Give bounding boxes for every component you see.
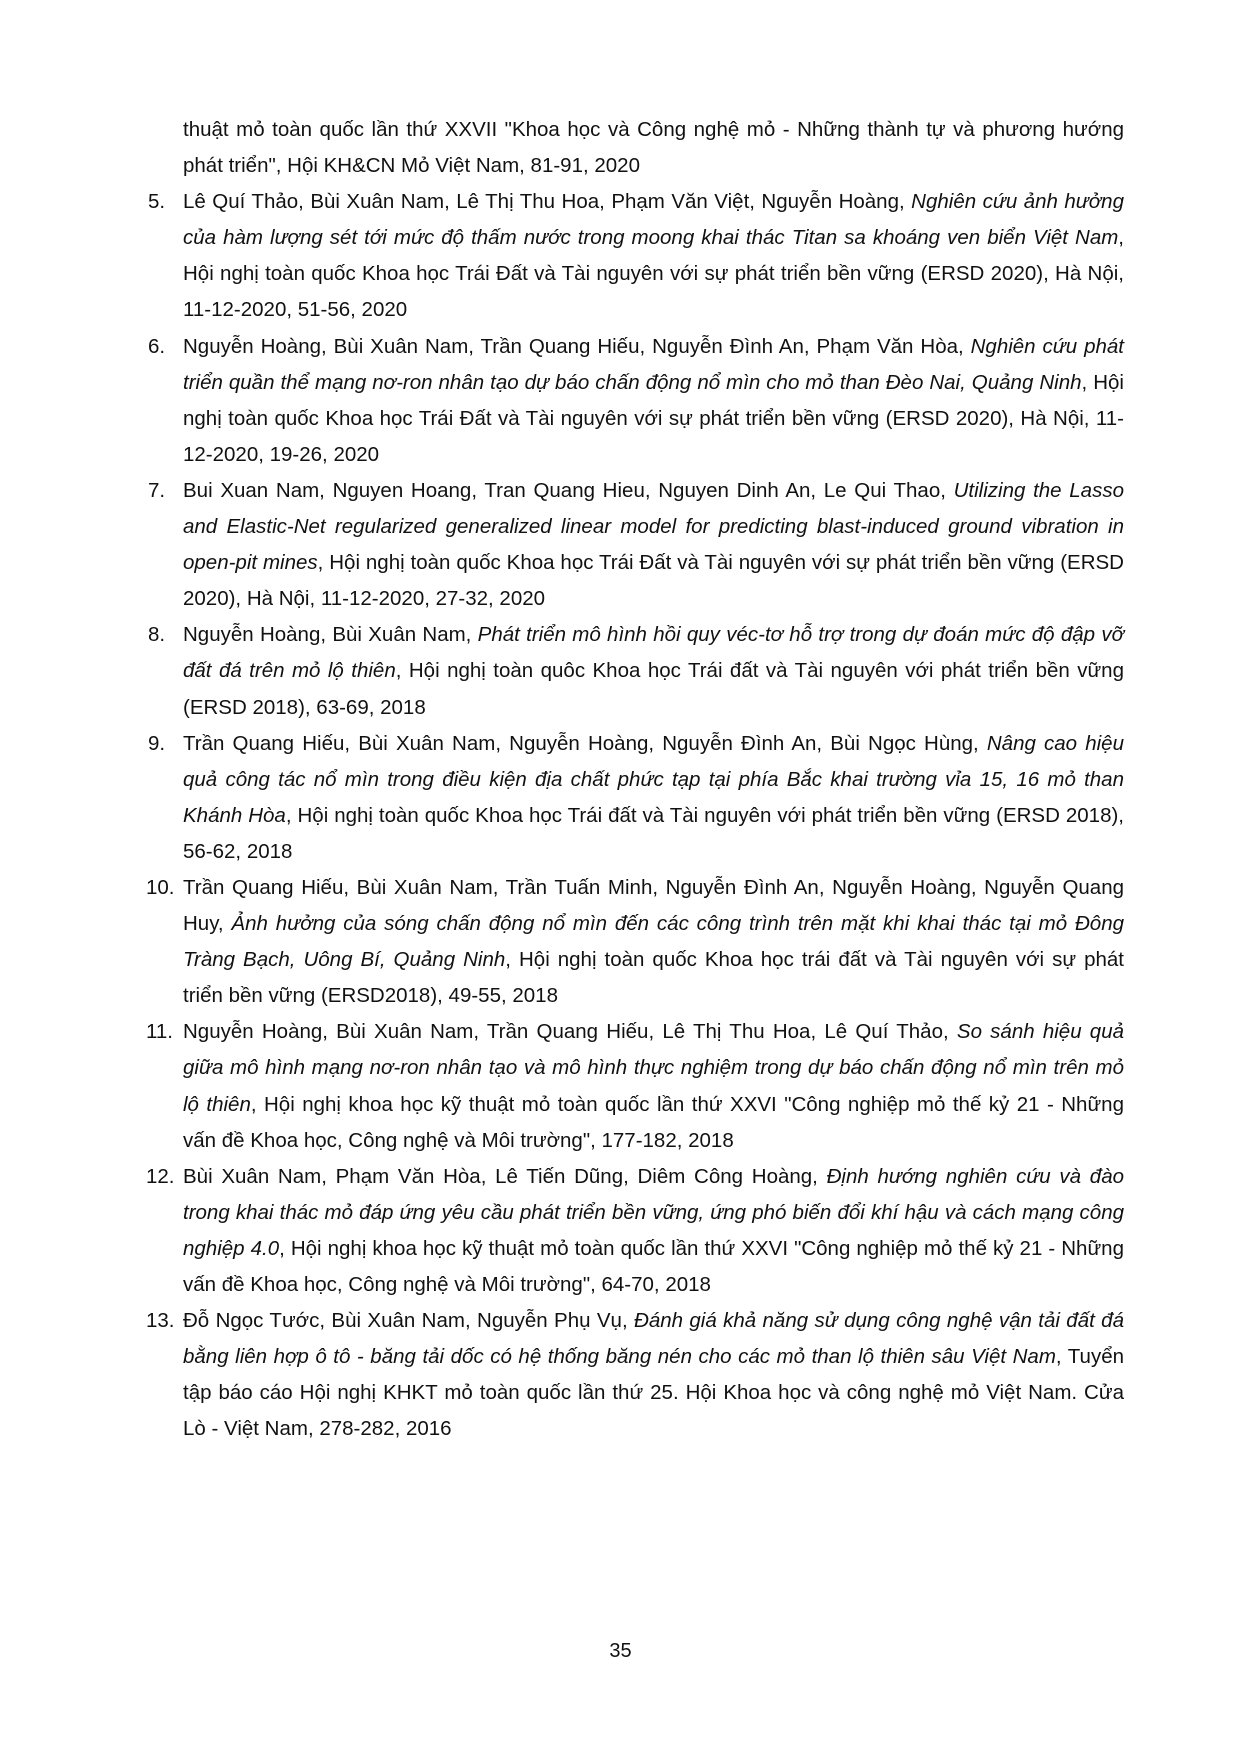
reference-authors: Trần Quang Hiếu, Bùi Xuân Nam, Nguyễn Hoàng, Nguyễn Đình An, Bùi Ngọc Hùng, bbox=[183, 731, 987, 755]
reference-title: Nâng cao hiệu quả công tác nổ mìn trong điều kiện địa chất phức tạp tại phía Bắc khai trường vỉa 15, 16 mỏ than Khánh Hòa bbox=[183, 731, 1124, 827]
document-page bbox=[148, 112, 1124, 1447]
reference-item bbox=[148, 184, 1124, 328]
reference-item bbox=[148, 1159, 1124, 1303]
reference-item bbox=[148, 617, 1124, 725]
reference-authors: Bui Xuan Nam, Nguyen Hoang, Tran Quang Hieu, Nguyen Dinh An, Le Qui Thao, bbox=[183, 478, 954, 502]
reference-number: 7. bbox=[148, 478, 166, 502]
reference-number: 8. bbox=[148, 623, 166, 647]
reference-number: 11. bbox=[146, 1020, 173, 1044]
reference-title: Định hướng nghiên cứu và đào trong khai thác mỏ đáp ứng yêu cầu phát triển bền vững, ứng phó biến đổi khí hậu và cách mạng công nghiệp 4.0 bbox=[183, 1164, 1124, 1260]
reference-number: 6. bbox=[148, 334, 166, 358]
reference-title: Utilizing the Lasso and Elastic-Net regularized generalized linear model for predicting blast-induced ground vibration in open-pit mines bbox=[183, 478, 1124, 575]
reference-title: Nghiên cứu phát triển quần thể mạng nơ-ron nhân tạo dự báo chấn động nổ mìn cho mỏ than Đèo Nai, Quảng Ninh bbox=[183, 334, 1124, 394]
reference-venue: , Hội nghị toàn quôc Khoa học Trái đất và Tài nguyên với phát triển bền vững (ERSD 2018), 63-69, 2018 bbox=[183, 659, 1124, 719]
reference-venue: , Hội nghị toàn quốc Khoa học Trái đất và Tài nguyên với phát triển bền vững (ERSD 2018), 56-62, 2018 bbox=[183, 803, 1124, 863]
reference-number: 10. bbox=[146, 875, 175, 899]
reference-title: So sánh hiệu quả giữa mô hình mạng nơ-ron nhân tạo và mô hình thực nghiệm trong dự báo chấn động nổ mìn trên mỏ lộ thiên bbox=[183, 1020, 1125, 1116]
reference-venue: , Hội nghị toàn quốc Khoa học Trái Đất và Tài nguyên với sự phát triển bền vững (ERSD 2020), Hà Nội, 11-12-2020, 51-56, 2020 bbox=[183, 226, 1124, 322]
reference-authors: Nguyễn Hoàng, Bùi Xuân Nam, bbox=[183, 623, 478, 647]
reference-title: Nghiên cứu ảnh hưởng của hàm lượng sét tới mức độ thấm nước trong moong khai thác Titan sa khoáng ven biển Việt Nam bbox=[183, 190, 1124, 250]
reference-item bbox=[148, 329, 1124, 473]
reference-title: Phát triển mô hình hồi quy véc-tơ hỗ trợ trong dự đoán mức độ đập vỡ đất đá trên mỏ lộ thiên bbox=[183, 623, 1124, 683]
reference-item bbox=[148, 1303, 1124, 1447]
reference-number: 5. bbox=[148, 190, 166, 214]
page-number: 35 bbox=[609, 1640, 632, 1662]
reference-item bbox=[148, 473, 1124, 617]
reference-continuation: thuật mỏ toàn quốc lần thứ XXVII "Khoa học và Công nghệ mỏ - Những thành tự và phương hướng phát triển", Hội KH&CN Mỏ Việt Nam, 81-91, 2020 bbox=[183, 118, 1124, 178]
reference-authors: Nguyễn Hoàng, Bùi Xuân Nam, Trần Quang Hiếu, Lê Thị Thu Hoa, Lê Quí Thảo, bbox=[183, 1020, 957, 1044]
reference-authors: Lê Quí Thảo, Bùi Xuân Nam, Lê Thị Thu Hoa, Phạm Văn Việt, Nguyễn Hoàng, bbox=[183, 190, 912, 214]
reference-item bbox=[148, 870, 1124, 1014]
reference-venue: , Hội nghị khoa học kỹ thuật mỏ toàn quốc lần thứ XXVI "Công nghiệp mỏ thế kỷ 21 - Những vấn đề Khoa học, Công nghệ và Môi trường", 64-70, 2018 bbox=[183, 1236, 1124, 1296]
reference-venue: , Hội nghị toàn quốc Khoa học Trái Đất và Tài nguyên với sự phát triển bền vững (ERSD 2020), Hà Nội, 11-12-2020, 27-32, 2020 bbox=[183, 551, 1124, 611]
reference-authors: Đỗ Ngọc Tước, Bùi Xuân Nam, Nguyễn Phụ Vụ, bbox=[183, 1309, 635, 1333]
reference-item bbox=[148, 1014, 1124, 1158]
reference-title: Đánh giá khả năng sử dụng công nghệ vận tải đất đá bằng liên hợp ô tô - băng tải dốc có hệ thống băng nén cho các mỏ than lộ thiên sâu Việt Nam bbox=[183, 1309, 1124, 1369]
reference-item bbox=[148, 726, 1124, 870]
reference-venue: , Hội nghị toàn quốc Khoa học Trái Đất và Tài nguyên với sự phát triển bền vững (ERSD 2020), Hà Nội, 11-12-2020, 19-26, 2020 bbox=[183, 370, 1124, 466]
reference-title: Ảnh hưởng của sóng chấn động nổ mìn đến các công trình trên mặt khi khai thác tại mỏ Đông Tràng Bạch, Uông Bí, Quảng Ninh bbox=[183, 912, 1124, 972]
reference-authors: Bùi Xuân Nam, Phạm Văn Hòa, Lê Tiến Dũng, Diêm Công Hoàng, bbox=[183, 1164, 827, 1188]
reference-number: 9. bbox=[148, 731, 166, 755]
reference-number: 12. bbox=[146, 1164, 175, 1188]
reference-authors: Trần Quang Hiếu, Bùi Xuân Nam, Trần Tuấn Minh, Nguyễn Đình An, Nguyễn Hoàng, Nguyễn Quang Huy, bbox=[183, 875, 1124, 936]
reference-venue: , Tuyển tập báo cáo Hội nghị KHKT mỏ toàn quốc lần thứ 25. Hội Khoa học và công nghệ mỏ Việt Nam. Cửa Lò - Việt Nam, 278-282, 2016 bbox=[183, 1345, 1124, 1441]
reference-venue: , Hội nghị toàn quốc Khoa học trái đất và Tài nguyên với sự phát triển bền vững (ERSD2018), 49-55, 2018 bbox=[183, 948, 1124, 1008]
reference-number: 13. bbox=[146, 1309, 175, 1333]
reference-authors: Nguyễn Hoàng, Bùi Xuân Nam, Trần Quang Hiếu, Nguyễn Đình An, Phạm Văn Hòa, bbox=[183, 334, 971, 358]
reference-venue: , Hội nghị khoa học kỹ thuật mỏ toàn quốc lần thứ XXVI "Công nghiệp mỏ thế kỷ 21 - Những vấn đề Khoa học, Công nghệ và Môi trường", 177-182, 2018 bbox=[183, 1092, 1124, 1152]
